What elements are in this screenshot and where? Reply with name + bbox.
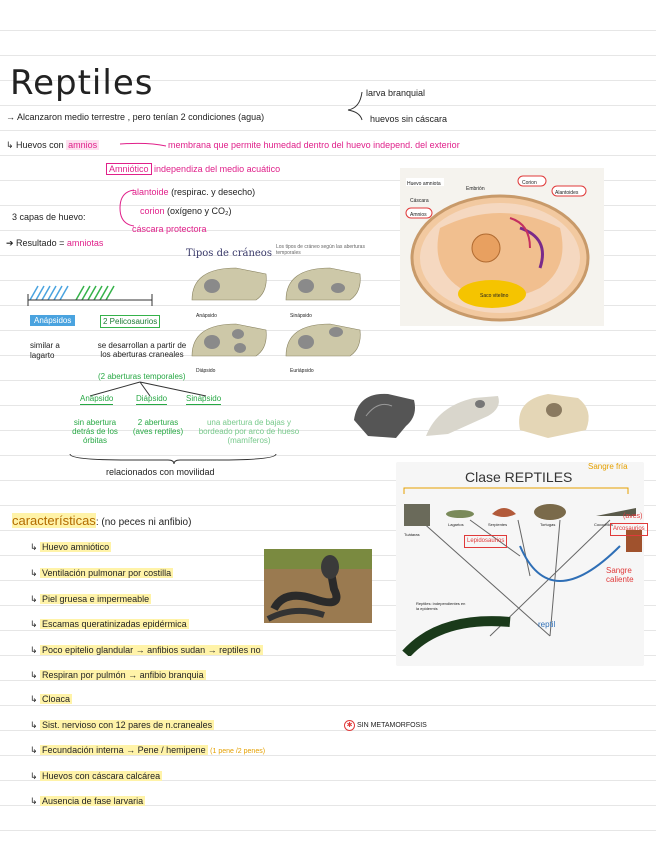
egg-label-amnios: Amnios: [410, 212, 427, 218]
amnios-line: ↳ Huevos con amnios: [6, 140, 98, 150]
brace-icon: [68, 452, 280, 466]
timeline-left-label: Anápsidos: [30, 315, 75, 326]
capas-label: 3 capas de huevo:: [12, 212, 86, 222]
relacionados-text: relacionados con movilidad: [106, 467, 215, 477]
clase-animal-5: Cocodrilos: [594, 522, 613, 527]
sangre-caliente: Sangre caliente: [606, 566, 634, 584]
clase-reptil: reptil: [538, 620, 556, 629]
type-diapsido-desc: 2 aberturas (aves reptiles): [132, 418, 184, 436]
intro-line: → Alcanzaron medio terrestre , pero tenían 2 condiciones (agua): [6, 112, 265, 122]
list-item: ↳ Huevos con cáscara calcárea: [30, 771, 161, 781]
list-item: ↳ Respiran por pulmón → anfibio branquia: [30, 670, 204, 680]
list-item: ↳ Sist. nervioso con 12 pares de n.craneales: [30, 720, 213, 730]
clase-animal-4: Tortugas: [540, 522, 556, 527]
amnios-definition: membrana que permite humedad dentro del huevo independ. del exterior: [168, 140, 460, 150]
branch-top: larva branquial: [366, 88, 426, 98]
page-title: Reptiles: [10, 63, 154, 103]
list-item: ↳ Huevo amniótico: [30, 542, 110, 552]
list-item: ↳ Poco epitelio glandular → anfibios sudan → reptiles no: [30, 645, 261, 655]
type-anapsido-desc: sin abertura detrás de los órbitas: [72, 418, 118, 445]
tag-lepidosaurios: Lepidosaurios: [464, 535, 507, 548]
cobra-photo: [264, 549, 372, 623]
skull-photos: [348, 386, 628, 448]
egg-label-alantoides: Alantoides: [555, 190, 579, 196]
clase-animal-2: Lagartos: [448, 522, 464, 527]
clase-animal-1: Tuátaras: [404, 532, 420, 537]
amniotico-line: Amniótico independiza del medio acuático: [106, 164, 280, 175]
egg-label-saco: Saco vitelino: [480, 293, 509, 299]
circled-star-icon: ✱: [344, 720, 355, 731]
timeline-right-label: 2 Pelicosaurios: [100, 315, 160, 328]
caracteristicas-title: características: (no peces ni anfibio): [12, 513, 192, 528]
skulls-title: Tipos de cráneos: [186, 248, 272, 259]
clase-note: Reptiles: independientes en la epidermis: [416, 601, 466, 611]
egg-label-huevo: Huevo amniota: [407, 181, 441, 187]
list-item: ↳ Ausencia de fase larvaria: [30, 796, 144, 806]
skull-label-1: Anápsido: [196, 313, 217, 319]
list-item: ↳ Ventilación pulmonar por costilla: [30, 568, 172, 578]
skull-label-2: Sinápsido: [290, 313, 312, 319]
skulls-note: Los tipos de cráneo según las aberturas temporales: [276, 244, 365, 256]
capa-cascara: cáscara protectora: [132, 224, 207, 234]
egg-label-corion: Corion: [522, 180, 537, 186]
clase-animal-3: Serpientes: [488, 522, 508, 527]
egg-label-cascara: Cáscara: [410, 198, 429, 204]
branch-bottom: huevos sin cáscara: [370, 114, 448, 124]
list-item: ↳ Escamas queratinizadas epidérmica: [30, 619, 187, 629]
type-anapsido: Anápsido: [80, 394, 114, 403]
skull-label-4: Euriápsido: [290, 368, 314, 374]
metamorfosis-note: ✱ SIN METAMORFOSIS: [344, 720, 427, 731]
timeline-sub: (2 aberturas temporales): [98, 372, 186, 381]
type-sinapsido: Sinápsido: [186, 394, 222, 403]
type-sinapsido-desc: una abertura de bajas y bordeado por arco de hueso (mamíferos): [198, 418, 300, 445]
timeline-right-desc: se desarrollan a partir de los aberturas craneales: [97, 341, 187, 359]
list-item: ↳ Fecundación interna → Pene / hemipene (1 pene /2 penes): [30, 745, 266, 755]
skull-label-3: Diápsido: [196, 368, 216, 374]
tag-arcosaurios: Arcosaurios: [610, 523, 648, 536]
egg-label-embrion: Embrión: [466, 186, 485, 192]
resultado-line: ➔ Resultado = amniotas: [6, 238, 104, 248]
list-item: ↳ Cloaca: [30, 694, 71, 704]
list-item: ↳ Piel gruesa e impermeable: [30, 594, 150, 604]
sangre-fria: Sangre fría: [588, 462, 628, 471]
capa-corion: corion (oxígeno y CO₂): [140, 206, 232, 216]
type-diapsido: Diápsido: [136, 394, 168, 403]
clase-aves: (aves): [623, 513, 643, 520]
timeline-left-desc: similar a lagarto: [30, 341, 60, 360]
capa-alantoide: alantoide (respirac. y desecho): [132, 187, 256, 197]
clase-title: Clase REPTILES: [465, 469, 573, 485]
